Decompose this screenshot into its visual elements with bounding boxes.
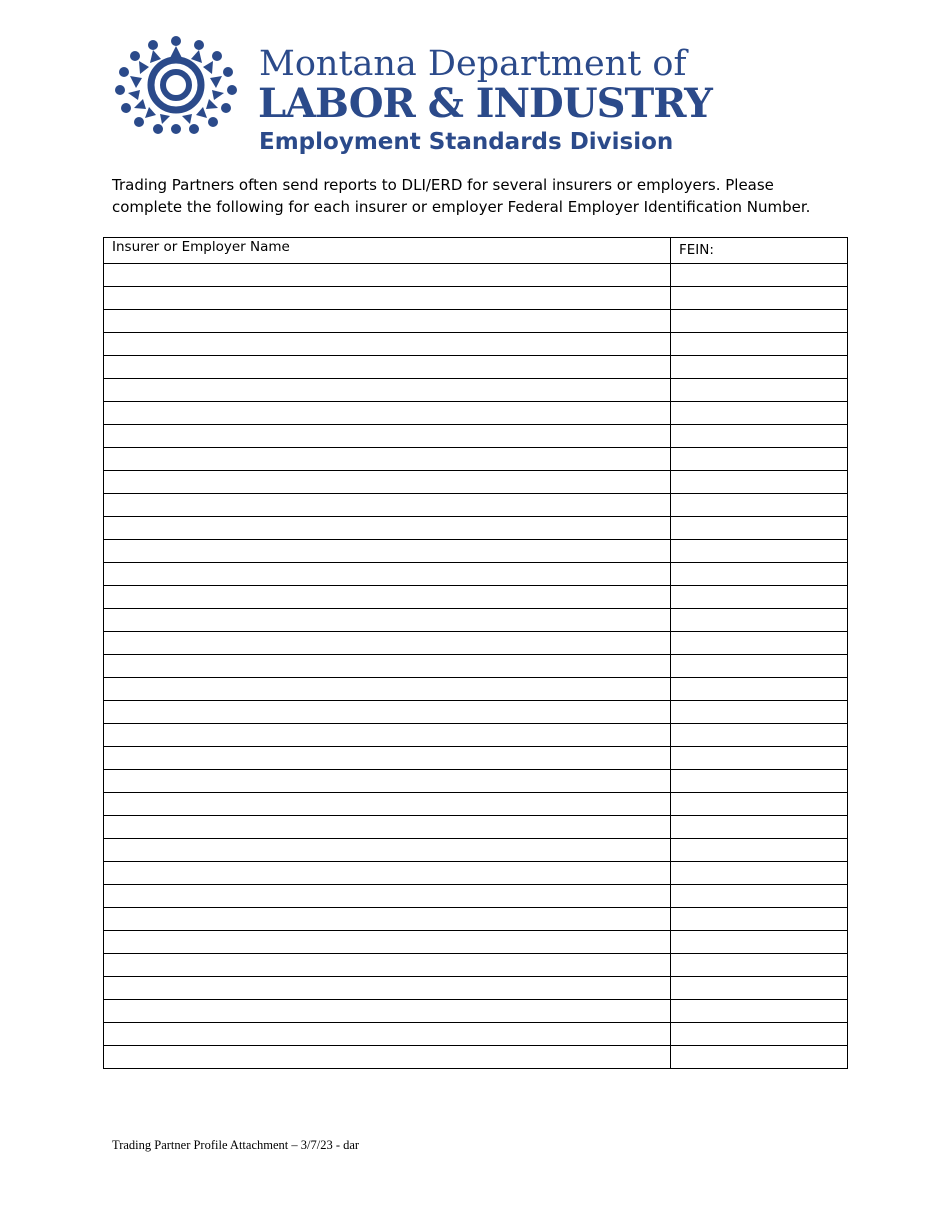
table-row [104,701,848,724]
fein-cell[interactable] [671,1023,848,1046]
fein-cell[interactable] [671,471,848,494]
table-row [104,563,848,586]
insurer-name-cell[interactable] [104,586,671,609]
insurer-name-cell[interactable] [104,747,671,770]
insurer-name-cell[interactable] [104,655,671,678]
fein-column-header: FEIN: [671,238,848,264]
fein-cell[interactable] [671,609,848,632]
division-name: Employment Standards Division [259,129,674,155]
table-row [104,816,848,839]
table-row [104,586,848,609]
fein-cell[interactable] [671,839,848,862]
table-body [104,264,848,1069]
table-row [104,793,848,816]
insurer-name-cell[interactable] [104,425,671,448]
insurer-name-cell[interactable] [104,310,671,333]
insurer-employer-table [103,237,848,1069]
fein-cell[interactable] [671,1000,848,1023]
insurer-name-cell[interactable] [104,471,671,494]
table-row [104,632,848,655]
insurer-name-cell[interactable] [104,540,671,563]
table-row [104,655,848,678]
fein-cell[interactable] [671,586,848,609]
table-row [104,1023,848,1046]
fein-cell[interactable] [671,862,848,885]
insurer-name-cell[interactable] [104,609,671,632]
fein-cell[interactable] [671,724,848,747]
insurer-name-cell[interactable] [104,402,671,425]
fein-cell[interactable] [671,1046,848,1069]
insurer-name-cell[interactable] [104,1023,671,1046]
table-row [104,931,848,954]
table-row [104,333,848,356]
fein-cell[interactable] [671,908,848,931]
fein-cell[interactable] [671,816,848,839]
fein-cell[interactable] [671,448,848,471]
table-row [104,471,848,494]
insurer-name-cell[interactable] [104,908,671,931]
table-row [104,517,848,540]
insurer-name-cell[interactable] [104,563,671,586]
insurer-name-cell[interactable] [104,356,671,379]
table-row [104,287,848,310]
insurer-name-cell[interactable] [104,1000,671,1023]
insurer-name-cell[interactable] [104,885,671,908]
fein-cell[interactable] [671,747,848,770]
table-header-row [104,238,848,264]
table-row [104,448,848,471]
table-row [104,954,848,977]
fein-cell[interactable] [671,494,848,517]
insurer-name-cell[interactable] [104,770,671,793]
insurer-name-cell[interactable] [104,333,671,356]
fein-cell[interactable] [671,356,848,379]
insurer-name-cell[interactable] [104,448,671,471]
table-row [104,379,848,402]
table-row [104,977,848,1000]
insurer-name-cell[interactable] [104,954,671,977]
table-row [104,747,848,770]
fein-cell[interactable] [671,977,848,1000]
table-row [104,724,848,747]
table-row [104,862,848,885]
table-row [104,494,848,517]
insurer-name-cell[interactable] [104,517,671,540]
table-row [104,425,848,448]
table-row [104,908,848,931]
insurer-name-cell[interactable] [104,287,671,310]
table-row [104,310,848,333]
fein-cell[interactable] [671,540,848,563]
insurer-name-cell[interactable] [104,264,671,287]
fein-cell[interactable] [671,310,848,333]
insurer-name-cell[interactable] [104,977,671,1000]
fein-cell[interactable] [671,655,848,678]
insurer-name-cell[interactable] [104,724,671,747]
insurer-name-cell[interactable] [104,632,671,655]
table-row [104,356,848,379]
instructions-line-2: complete the following for each insurer or employer Federal Employer Identification Number. [112,198,811,216]
table-row [104,402,848,425]
fein-cell[interactable] [671,793,848,816]
table-row [104,839,848,862]
insurer-name-cell[interactable] [104,494,671,517]
table-row [104,609,848,632]
table-row [104,885,848,908]
insurer-name-cell[interactable] [104,1046,671,1069]
fein-cell[interactable] [671,517,848,540]
fein-cell[interactable] [671,333,848,356]
table-row [104,1046,848,1069]
insurer-name-cell[interactable] [104,793,671,816]
insurer-name-cell[interactable] [104,862,671,885]
fein-cell[interactable] [671,379,848,402]
fein-cell[interactable] [671,264,848,287]
department-logo-icon [108,36,244,134]
insurer-name-cell[interactable] [104,816,671,839]
fein-cell[interactable] [671,931,848,954]
fein-cell[interactable] [671,425,848,448]
fein-cell[interactable] [671,678,848,701]
insurer-name-cell[interactable] [104,379,671,402]
instructions-line-1: Trading Partners often send reports to DLI/ERD for several insurers or employers. Please [112,176,774,194]
table-row [104,770,848,793]
footer-note: Trading Partner Profile Attachment – 3/7/23 - dar [112,1138,360,1152]
org-name-line2: LABOR & INDUSTRY [258,80,712,127]
table-row [104,678,848,701]
fein-cell[interactable] [671,632,848,655]
insurer-name-cell[interactable] [104,839,671,862]
org-name-line1: Montana Department of [259,44,687,84]
fein-cell[interactable] [671,770,848,793]
insurer-name-cell[interactable] [104,678,671,701]
fein-cell[interactable] [671,563,848,586]
fein-cell[interactable] [671,885,848,908]
insurer-name-cell[interactable] [104,701,671,724]
instructions-paragraph [112,174,872,218]
fein-cell[interactable] [671,701,848,724]
insurer-name-cell[interactable] [104,931,671,954]
fein-cell[interactable] [671,402,848,425]
table-row [104,540,848,563]
table-row [104,264,848,287]
fein-cell[interactable] [671,954,848,977]
table-row [104,1000,848,1023]
insurer-name-column-header: Insurer or Employer Name [104,238,671,264]
fein-cell[interactable] [671,287,848,310]
